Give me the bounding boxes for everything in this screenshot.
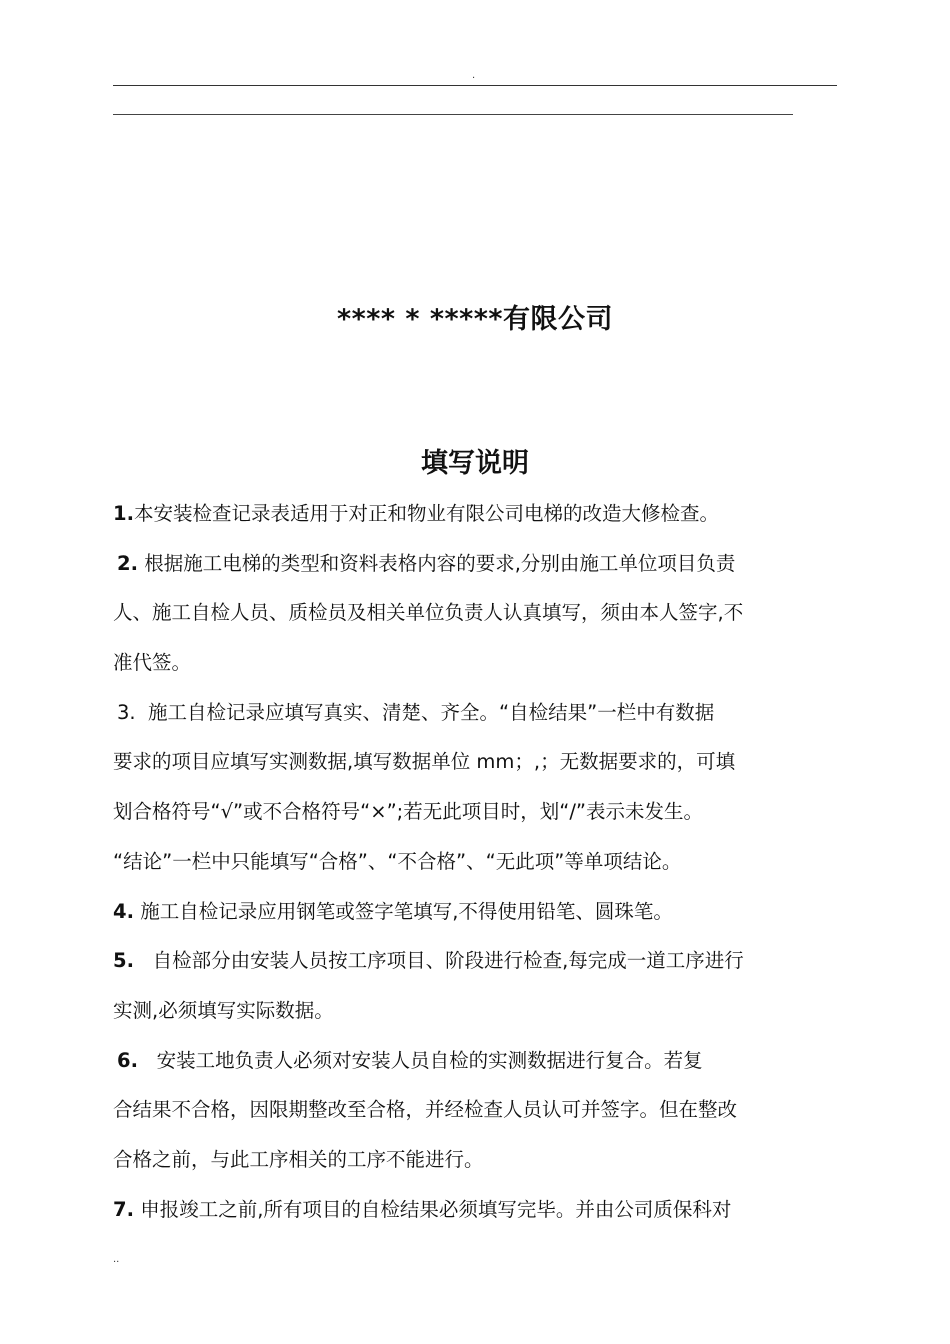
item-text: 根据施工电梯的类型和资料表格内容的要求,分别由施工单位项目负责: [144, 551, 736, 575]
item-text: 施工自检记录应用钢笔或签字笔填写,不得使用铅笔、圆珠笔。: [140, 899, 673, 923]
header-underline: [113, 114, 793, 115]
item-text: 施工自检记录应填写真实、清楚、齐全。“自检结果”一栏中有数据: [148, 700, 715, 724]
item-2-continuation: 人、施工自检人员、质检员及相关单位负责人认真填写，须由本人签字,不: [113, 601, 744, 625]
document-title: 填写说明: [421, 448, 529, 479]
item-number: 6.: [117, 1048, 138, 1072]
item-text: 自检部分由安装人员按工序项目、阶段进行检查,每完成一道工序进行: [152, 949, 744, 973]
item-7: [113, 1185, 843, 1235]
header-dot: .: [472, 70, 476, 81]
item-5-continuation: 实测,必须填写实际数据。: [113, 998, 334, 1022]
item-number: 3.: [117, 700, 136, 724]
item-3-continuation: 划合格符号“√”或不合格符号“×”;若无此项目时，划“/”表示未发生。: [113, 800, 704, 824]
item-number: 2.: [117, 551, 138, 575]
item-4: [113, 887, 843, 937]
item-number: 7.: [113, 1197, 134, 1221]
item-6-continuation: 合结果不合格，因限期整改至合格，并经检查人员认可并签字。但在整改: [113, 1098, 738, 1122]
item-number: 1.: [113, 502, 134, 525]
item-3-continuation: “结论”一栏中只能填写“合格”、“不合格”、“无此项”等单项结论。: [113, 849, 682, 873]
item-6-continuation: 合格之前，与此工序相关的工序不能进行。: [113, 1147, 484, 1171]
instructions-body: [113, 489, 843, 1234]
item-text: 安装工地负责人必须对安装人员自检的实测数据进行复合。若复: [156, 1048, 703, 1072]
item-text: 申报竣工之前,所有项目的自检结果必须填写完毕。并由公司质保科对: [140, 1197, 732, 1221]
footer-dots: ..: [113, 1254, 120, 1265]
item-6: [113, 1036, 843, 1086]
item-number: 5.: [113, 949, 134, 973]
item-5: [113, 936, 843, 986]
item-3: [113, 688, 843, 738]
company-name: **** * *****有限公司: [337, 304, 613, 335]
item-2: [113, 539, 843, 589]
item-1: [113, 489, 843, 539]
header-rule: [113, 85, 837, 86]
item-number: 4.: [113, 899, 134, 923]
item-2-continuation: 准代签。: [113, 651, 192, 675]
item-3-continuation: 要求的项目应填写实测数据,填写数据单位 mm；,；无数据要求的，可填: [113, 750, 736, 774]
item-text: 本安装检查记录表适用于对正和物业有限公司电梯的改造大修检查。: [133, 502, 719, 525]
